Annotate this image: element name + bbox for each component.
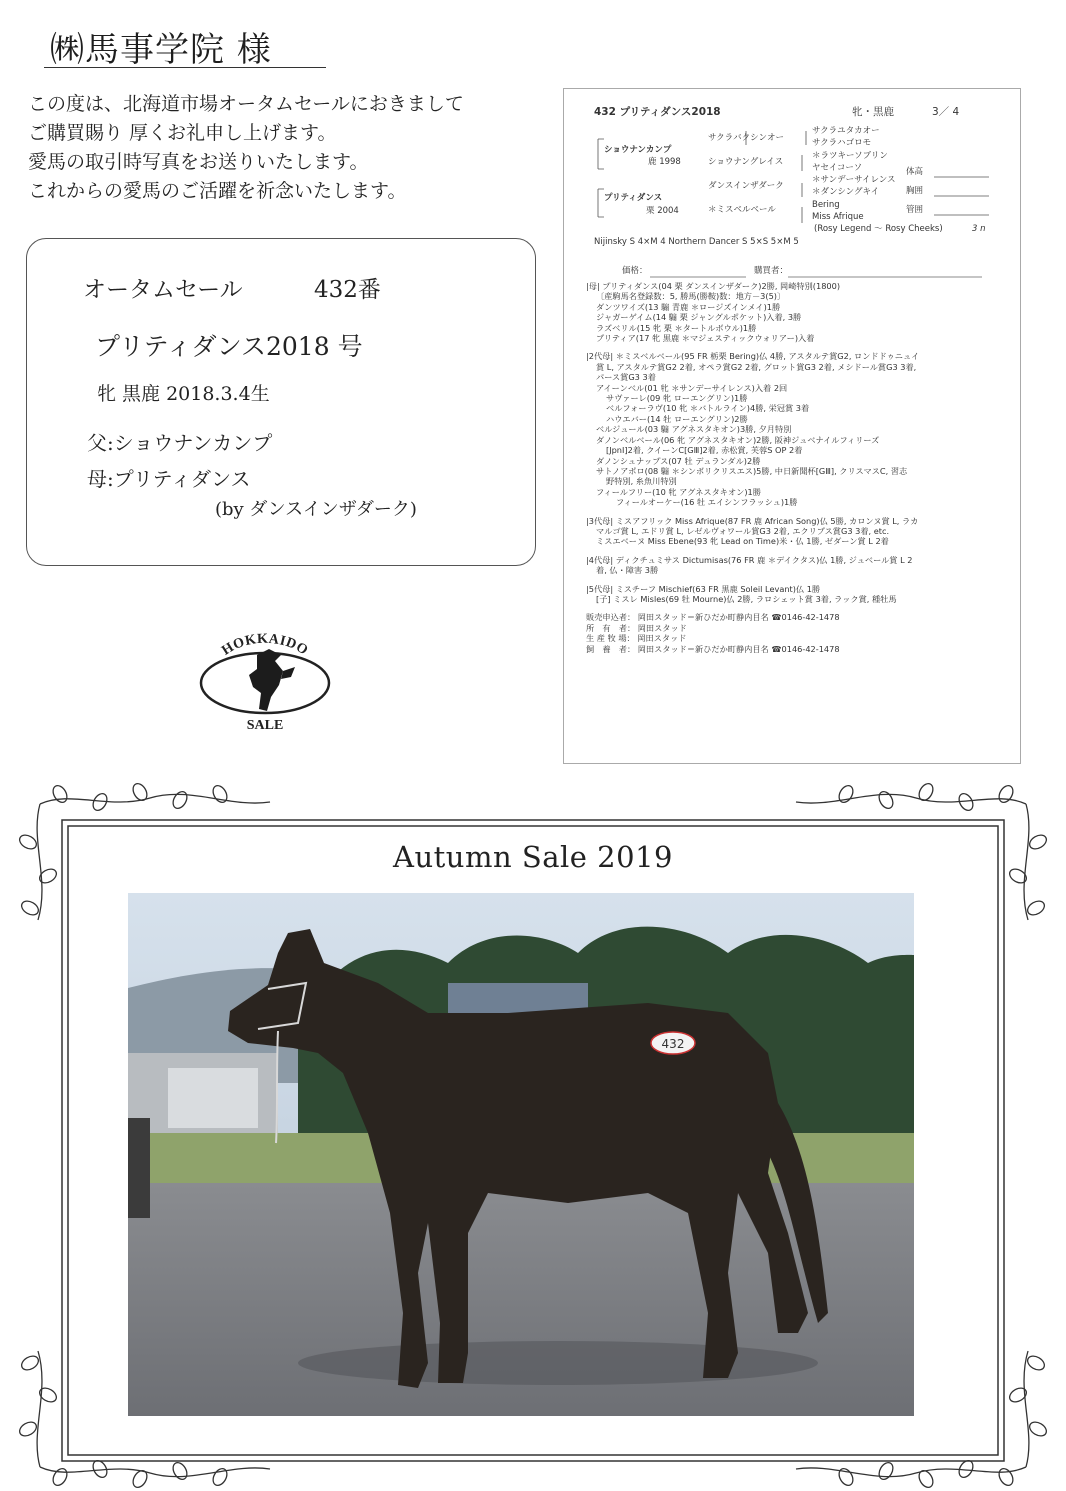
- record-line: 〔産駒馬名登録数：5, 勝馬(勝鞍)数：地方－3(5)〕: [596, 291, 786, 302]
- recipient-name: ㈱馬事学院 様: [50, 30, 272, 70]
- record-spacer: [586, 547, 1016, 555]
- lot-birth-date: 3／ 4: [932, 106, 960, 118]
- buyer-label: 購買者：: [754, 266, 789, 276]
- pedigree-gen3: サクラハゴロモ: [812, 138, 872, 148]
- record-line: |3代母| ミスアフリック Miss Afrique(87 FR 鹿 African Song)仏 5勝, カロンヌ賞 L, ラカ: [586, 515, 919, 526]
- logo-bottom-text: SALE: [246, 718, 284, 733]
- pedigree-gen3: ＊サンデーサイレンス: [812, 175, 896, 185]
- record-line: ハウエバー(14 牡 ローエングリン)2勝: [606, 413, 748, 424]
- record-line: ジャガーゲイム(14 騸 栗 ジャングルポケット)入着, 3勝: [596, 312, 802, 323]
- dam-sire-line: (by ダンスインザダーク): [215, 499, 417, 520]
- measure-label: 胸囲: [906, 186, 924, 196]
- record-line: サヴァーレ(09 牝 ローエングリン)1勝: [606, 393, 748, 404]
- pedigree-gen2: ショウナングレイス: [708, 157, 784, 167]
- photo-car: [168, 1068, 258, 1128]
- record-line: フィールオーケー(16 牡 エイシンフラッシュ)1勝: [616, 497, 798, 508]
- greeting-line: これからの愛馬のご活躍を祈念いたします。: [28, 180, 407, 202]
- record-line: 着, 仏・障害 3勝: [596, 565, 659, 576]
- pedigree-sire-info: 鹿 1998: [648, 157, 681, 167]
- price-buyer-underlines: [564, 89, 1022, 289]
- record-line: |母| プリティダンス(04 栗 ダンスインザダーク)2勝, 岡崎特別(1800): [586, 281, 841, 291]
- sire-line: 父:ショウナンカンプ: [87, 431, 273, 455]
- pedigree-sire: ショウナンカンプ: [604, 145, 672, 155]
- price-label: 価格：: [622, 266, 648, 276]
- record-line: [子] ミスレ Misles(69 牡 Mourne)仏 2勝, ラロシェット賞 3着, ラック賞, 種牡馬: [596, 593, 897, 604]
- greeting-line: 愛馬の取引時写真をお送りいたします。: [28, 151, 369, 173]
- horse-head-logo-icon: [249, 649, 295, 711]
- record-line: |5代母| ミスチーフ Mischief(63 FR 黒鹿 Soleil Levant)仏 1勝: [586, 583, 821, 594]
- record-spacer: [586, 508, 1016, 516]
- pedigree-gen3: ヤセイコーソ: [812, 163, 863, 173]
- record-line: 野特別, 糸魚川特別: [606, 476, 677, 487]
- pedigree-gen3-note: (Rosy Legend ～ Rosy Cheeks): [814, 224, 943, 234]
- horse-photo: [128, 893, 914, 1416]
- record-line: [JpnⅠ]2着, クイーンC[GⅢ]2着, 赤松賞, 芙蓉S OP 2着: [606, 445, 803, 456]
- record-line: フィールフリー(10 牝 アグネスタキオン)1勝: [596, 486, 761, 497]
- pedigree-gen3-suffix: 3 n: [972, 224, 986, 234]
- record-line: ラズベリル(15 牝 栗 ＊タートルボウル)1勝: [596, 322, 757, 333]
- pedigree-gen3: ＊ダンシングキイ: [812, 187, 880, 197]
- logo-top-text: HOKKAIDO: [219, 631, 311, 659]
- pedigree-dam-info: 栗 2004: [646, 206, 679, 216]
- record-line: アイーンベル(01 牝 ＊サンデーサイレンス)入着 2回: [596, 382, 788, 393]
- pedigree-gen3: ＊ラツキーソブリン: [812, 151, 888, 161]
- record-line: ダノンベルベール(06 牝 アグネスタキオン)2勝, 阪神ジュベナイルフィリーズ: [596, 434, 880, 445]
- photo-title: Autumn Sale 2019: [393, 840, 673, 874]
- lot-title: 432 プリティダンス2018: [594, 106, 721, 118]
- record-spacer: [586, 576, 1016, 584]
- pedigree-gen2: ＊ミスベルベール: [708, 205, 776, 215]
- sale-info-box: [26, 238, 536, 566]
- record-line: サトノアポロ(08 騸 ＊シンボリクリスエス)5勝, 中日新聞杯[GⅢ], クリスマスC, 習志: [596, 465, 908, 476]
- record-line: ベルジュール(03 騸 アグネスタキオン)3勝, 夕月特別: [596, 424, 792, 435]
- record-line: |2代母| ＊ミスベルベール(95 FR 栃栗 Bering)仏 4勝, アスタルテ賞G2, ロンドドゥニュイ: [586, 351, 920, 362]
- sale-title: オータムセール: [83, 277, 243, 303]
- record-line: マルゴ賞 L, エドリ賞 L, レゼルヴォワール賞G3 2着, エクリプス賞G3 3着, etc.: [596, 525, 890, 536]
- record-line: ミスエベーヌ Miss Ebene(93 牝 Lead on Time)米・仏 1勝, ゼダーン賞 L 2着: [596, 536, 889, 547]
- horse-meta: 牝 黒鹿 2018.3.4生: [97, 383, 270, 405]
- record-line: ベルフォーラヴ(10 牝 ＊バトルライン)4勝, 栄冠賞 3着: [606, 403, 810, 414]
- pedigree-card: [563, 88, 1021, 764]
- handler-figure: [128, 1118, 150, 1218]
- measure-label: 管囲: [906, 205, 924, 215]
- lot-sex-color: 牝・黒鹿: [852, 106, 894, 118]
- inbreeding-note: Nijinsky S 4×M 4 Northern Dancer S 5×S 5×M 5: [594, 237, 799, 247]
- recipient-underline: [44, 67, 326, 68]
- record-line: ダノンシュナップス(07 牡 デュランダル)2勝: [596, 455, 761, 466]
- record-line: 販売申込者： 岡田スタッド＝新ひだか町静内目名 ☎0146-42-1478: [586, 612, 840, 623]
- record-line: ダンツワイズ(13 騸 青鹿 ＊ロージズインメイ)1勝: [596, 301, 781, 312]
- record-line: 賞 L, アスタルテ賞G2 2着, オペラ賞G2 2着, グロット賞G3 2着, メシドール賞G3 3着,: [596, 361, 917, 372]
- record-line: 所 有 者： 岡田スタッド: [586, 622, 687, 633]
- record-spacer: [586, 343, 1016, 351]
- record-line: プリティア(17 牝 黒鹿 ＊マジェスティックウォリアー)入着: [596, 333, 815, 344]
- photo-shadow: [298, 1341, 818, 1385]
- record-line: 飼 養 者： 岡田スタッド＝新ひだか町静内目名 ☎0146-42-1478: [586, 643, 840, 654]
- record-line: |4代母| ディクチュミサス Dictumisas(76 FR 鹿 ＊デイクタス)仏 1勝, ジュベール賞 L 2: [586, 554, 913, 565]
- horse-name: プリティダンス2018 号: [95, 332, 363, 361]
- hokkaido-sale-logo: [195, 625, 335, 733]
- sale-number: 432番: [314, 277, 381, 303]
- dam-line: 母:プリティダンス: [87, 467, 251, 491]
- pedigree-gen2: ダンスインザダーク: [708, 181, 784, 191]
- pedigree-gen3: Bering: [812, 200, 840, 210]
- pedigree-gen3: サクラユタカオー: [812, 126, 880, 136]
- record-line: パース賞G3 3着: [596, 372, 656, 383]
- bib-number: 432: [661, 1037, 685, 1051]
- race-records: [586, 281, 1016, 654]
- measure-label: 体高: [906, 167, 924, 177]
- record-spacer: [586, 604, 1016, 612]
- greeting-message: [28, 90, 464, 206]
- record-line: 生 産 牧 場： 岡田スタッド: [586, 633, 687, 644]
- pedigree-gen2: サクラバクシンオー: [708, 133, 784, 143]
- pedigree-gen3: Miss Afrique: [812, 212, 864, 222]
- greeting-line: ご購買賜り 厚くお礼申し上げます。: [28, 122, 337, 144]
- greeting-line: この度は、北海道市場オータムセールにおきまして: [28, 93, 464, 115]
- pedigree-dam: プリティダンス: [604, 193, 663, 203]
